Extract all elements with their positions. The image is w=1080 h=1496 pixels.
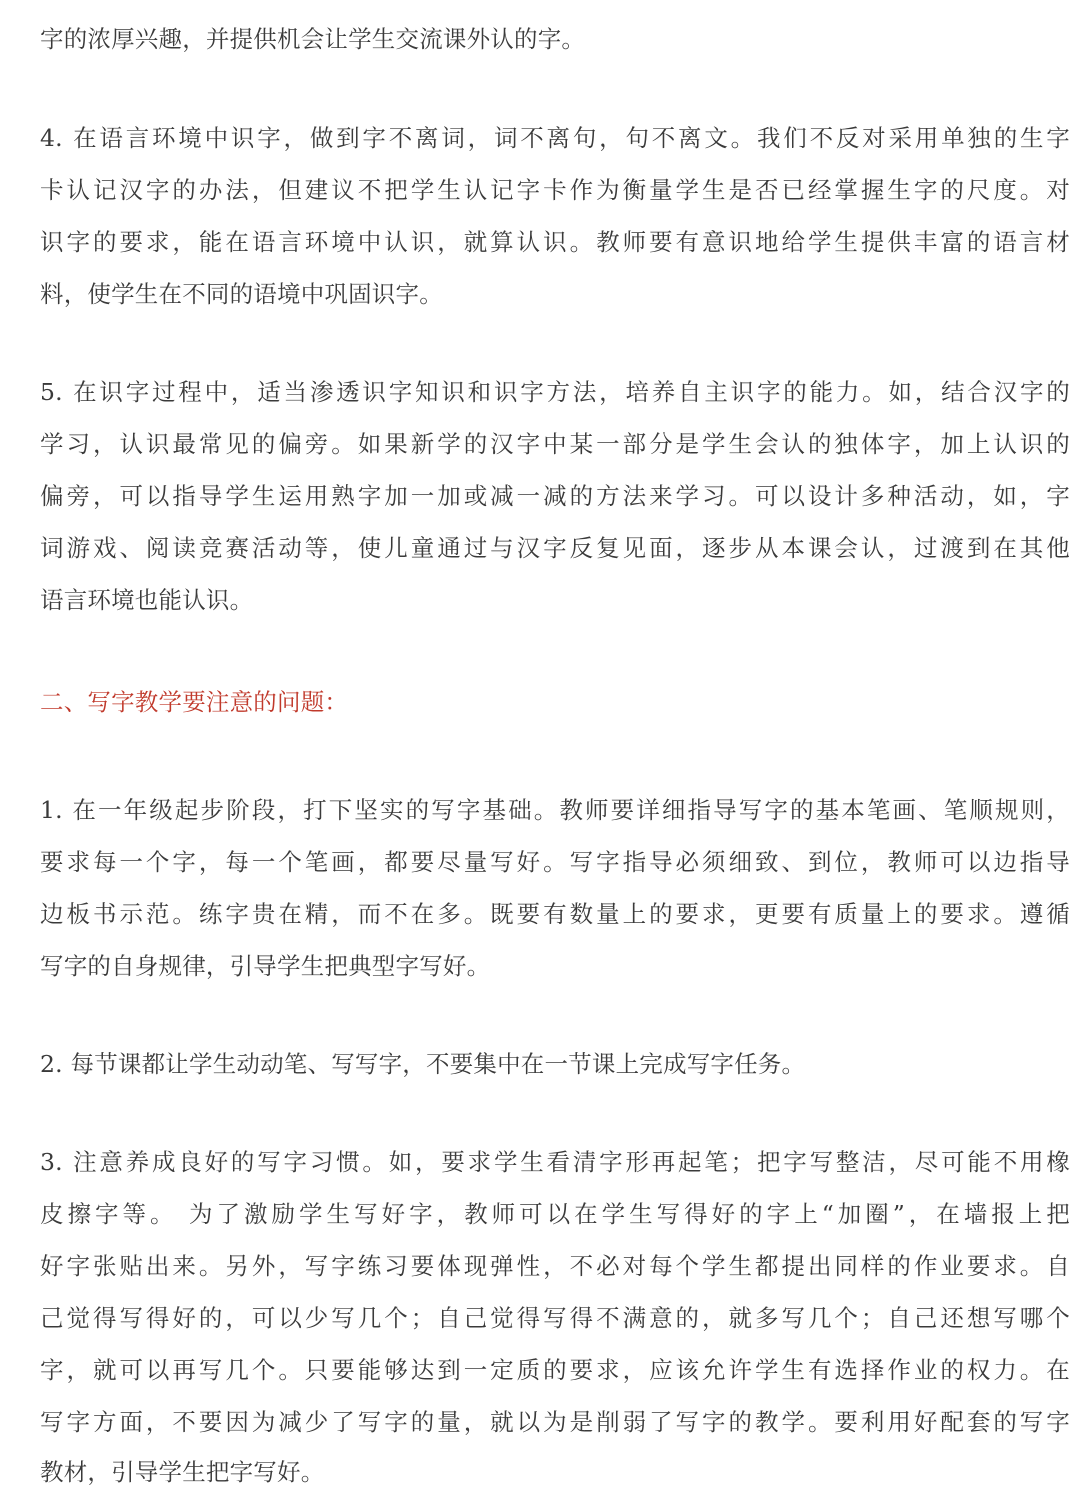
paragraph-line: 偏旁，可以指导学生运用熟字加一加或减一减的方法来学习。可以设计多种活动，如，字 (40, 482, 1070, 510)
paragraph-line: 5. 在识字过程中，适当渗透识字知识和识字方法，培养自主识字的能力。如，结合汉字的 (40, 378, 1070, 406)
paragraph-line: 2. 每节课都让学生动动笔、写写字，不要集中在一节课上完成写字任务。 (40, 1050, 806, 1078)
paragraph-line: 识字的要求，能在语言环境中认识，就算认识。教师要有意识地给学生提供丰富的语言材 (40, 228, 1070, 256)
paragraph-line: 卡认记汉字的办法，但建议不把学生认记字卡作为衡量学生是否已经掌握生字的尺度。对 (40, 176, 1070, 204)
paragraph-line: 要求每一个字，每一个笔画，都要尽量写好。写字指导必须细致、到位，教师可以边指导 (40, 848, 1070, 876)
paragraph-line: 字，就可以再写几个。只要能够达到一定质的要求，应该允许学生有选择作业的权力。在 (40, 1356, 1070, 1384)
paragraph-line: 皮擦字等。 为了激励学生写好字，教师可以在学生写得好的字上“加圈”，在墙报上把 (40, 1200, 1070, 1228)
paragraph-line: 4. 在语言环境中识字，做到字不离词，词不离句，句不离文。我们不反对采用单独的生字 (40, 124, 1070, 152)
paragraph-line: 语言环境也能认识。 (40, 586, 254, 614)
paragraph-line: 写字的自身规律，引导学生把典型字写好。 (40, 952, 491, 980)
section-heading: 二、写字教学要注意的问题： (40, 688, 349, 716)
paragraph-line: 写字方面，不要因为减少了写字的量，就以为是削弱了写字的教学。要利用好配套的写字 (40, 1408, 1070, 1436)
paragraph-line: 3. 注意养成良好的写字习惯。如，要求学生看清字形再起笔；把字写整洁，尽可能不用橡 (40, 1148, 1070, 1176)
paragraph-line: 边板书示范。练字贵在精，而不在多。既要有数量上的要求，更要有质量上的要求。遵循 (40, 900, 1070, 928)
paragraph-line: 好字张贴出来。另外，写字练习要体现弹性，不必对每个学生都提出同样的作业要求。自 (40, 1252, 1070, 1280)
paragraph-line: 学习，认识最常见的偏旁。如果新学的汉字中某一部分是学生会认的独体字，加上认识的 (40, 430, 1070, 458)
paragraph-line: 己觉得写得好的，可以少写几个；自己觉得写得不满意的，就多写几个；自己还想写哪个 (40, 1304, 1070, 1332)
paragraph-line: 1. 在一年级起步阶段，打下坚实的写字基础。教师要详细指导写字的基本笔画、笔顺规则， (40, 796, 1070, 824)
paragraph-line: 料，使学生在不同的语境中巩固识字。 (40, 280, 443, 308)
paragraph-line: 教材，引导学生把字写好。 (40, 1458, 325, 1486)
paragraph-line: 词游戏、阅读竞赛活动等，使儿童通过与汉字反复见面，逐步从本课会认，过渡到在其他 (40, 534, 1070, 562)
paragraph-line: 字的浓厚兴趣，并提供机会让学生交流课外认的字。 (40, 25, 586, 53)
